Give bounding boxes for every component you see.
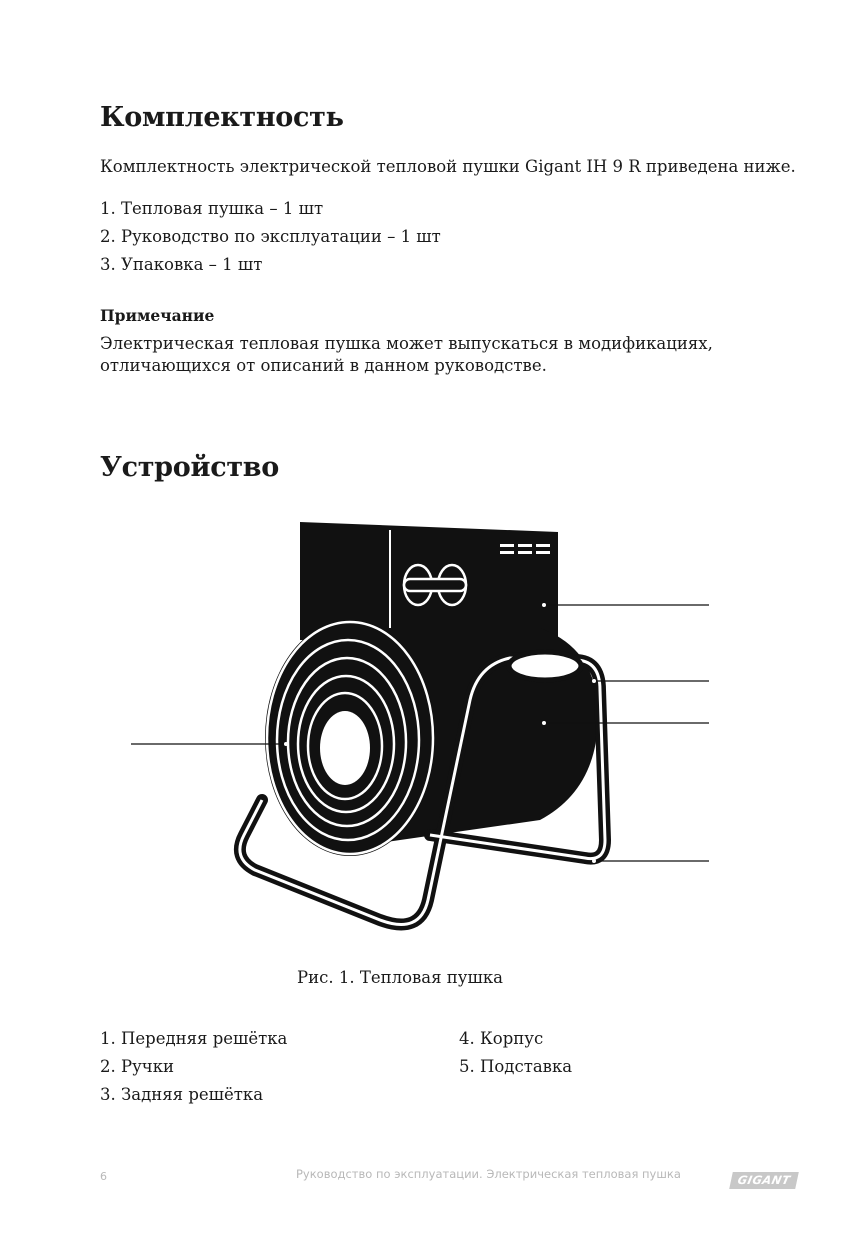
legend-left — [100, 1025, 287, 1109]
legend-item: 2. Ручки — [100, 1057, 175, 1076]
note-line-1: Электрическая тепловая пушка может выпускаться в модификациях, — [100, 334, 713, 353]
legend-item: 4. Корпус — [459, 1029, 544, 1048]
section-title-device: Устройство — [100, 452, 279, 483]
note-line-2: отличающихся от описаний в данном руководстве. — [100, 356, 547, 375]
front-grille — [265, 620, 435, 856]
heater-figure — [0, 500, 867, 960]
section-title-completeness: Комплектность — [100, 102, 344, 133]
legend-right — [459, 1025, 572, 1081]
page-number: 6 — [100, 1170, 107, 1183]
completeness-intro: Комплектность электрической тепловой пушки Gigant IH 9 R приведена ниже. — [100, 157, 796, 176]
list-item: 2. Руководство по эксплуатации – 1 шт — [100, 227, 441, 246]
legend-item: 5. Подставка — [459, 1057, 573, 1076]
legend-item: 3. Задняя решётка — [100, 1085, 264, 1104]
list-item: 1. Тепловая пушка – 1 шт — [100, 199, 324, 218]
figure-caption: Рис. 1. Тепловая пушка — [297, 968, 503, 987]
legend-item: 1. Передняя решётка — [100, 1029, 288, 1048]
note-title: Примечание — [100, 306, 215, 325]
list-item: 3. Упаковка – 1 шт — [100, 255, 263, 274]
completeness-list — [100, 195, 441, 279]
brand-logo: GIGANT — [729, 1172, 799, 1189]
footer-text: Руководство по эксплуатации. Электрическая тепловая пушка — [296, 1167, 681, 1181]
